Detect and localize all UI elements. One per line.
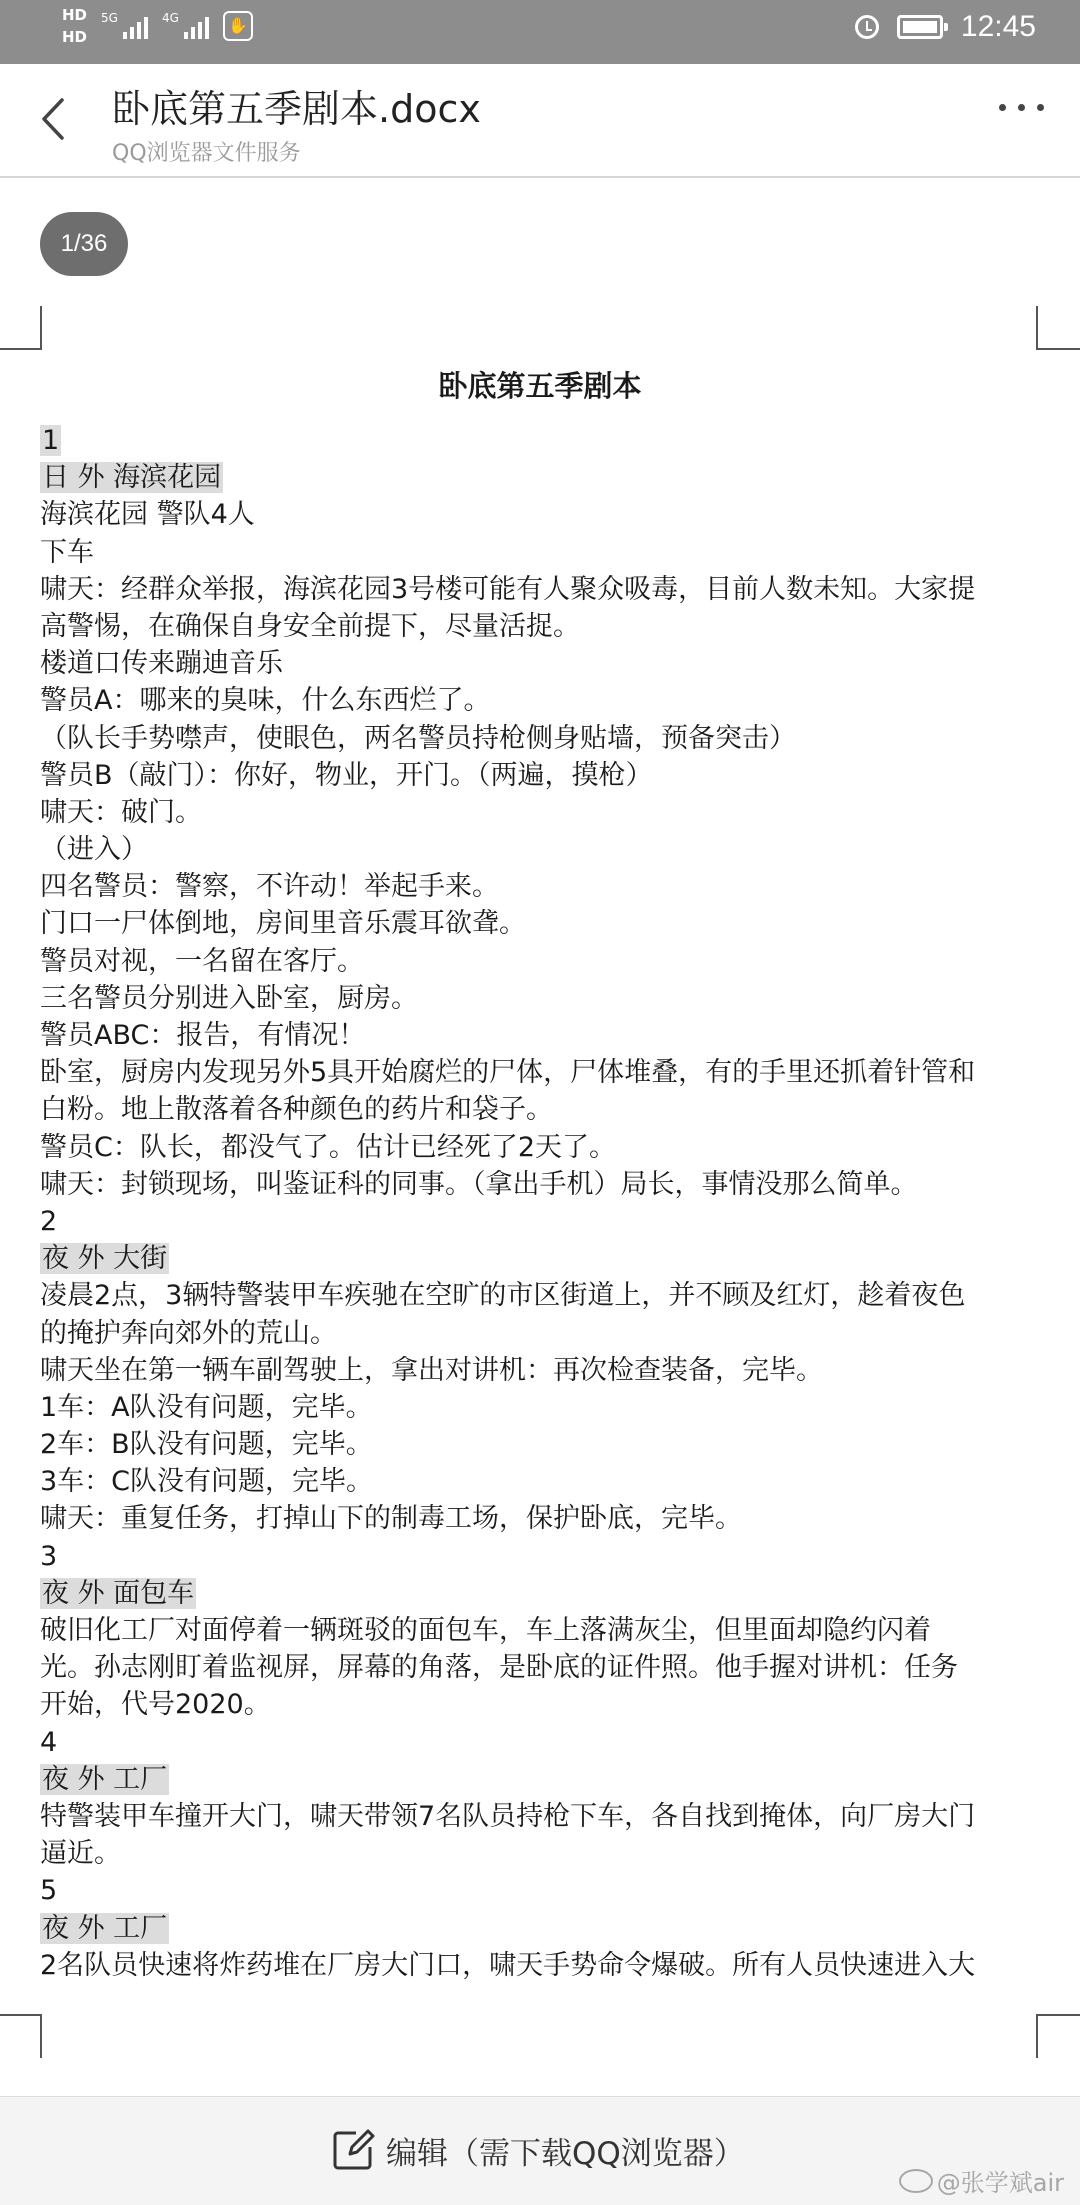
document-line-text: 啸天坐在第一辆车副驾驶上，拿出对讲机：再次检查装备，完毕。 bbox=[40, 1354, 823, 1386]
document-line-text: 的掩护奔向郊外的荒山。 bbox=[40, 1317, 337, 1349]
more-options-button[interactable] bbox=[999, 104, 1044, 111]
watermark-text: @张学斌air bbox=[936, 2169, 1064, 2197]
document-line-text: 光。孙志刚盯着监视屏，屏幕的角落，是卧底的证件照。他手握对讲机：任务 bbox=[40, 1652, 958, 1684]
document-line-text: （队长手势噤声，使眼色，两名警员持枪侧身贴墙，预备突击） bbox=[40, 722, 796, 754]
signal-5g-label: 5G bbox=[101, 11, 118, 25]
document-line-text: 开始，代号2020。 bbox=[40, 1689, 271, 1721]
back-arrow-icon bbox=[34, 94, 78, 144]
document-line-text: 夜 外 工厂 bbox=[42, 1912, 168, 1944]
signal-5g-icon bbox=[101, 13, 148, 39]
document-line-text: 白粉。地上散落着各种颜色的药片和袋子。 bbox=[40, 1094, 553, 1126]
back-button[interactable] bbox=[34, 94, 78, 144]
document-line-text: 2车：B队没有问题，完毕。 bbox=[40, 1429, 373, 1461]
document-line bbox=[40, 1872, 1040, 1909]
document-line bbox=[40, 682, 1040, 719]
document-line bbox=[40, 1612, 1040, 1649]
crop-mark-top-right bbox=[1036, 306, 1080, 350]
document-line-text: 5 bbox=[40, 1875, 58, 1907]
document-line bbox=[40, 1686, 1040, 1723]
document-line bbox=[40, 1017, 1040, 1054]
scene-heading-line bbox=[40, 459, 1040, 496]
file-subtitle: QQ浏览器文件服务 bbox=[112, 141, 301, 166]
document-line bbox=[40, 1649, 1040, 1686]
more-dot-icon bbox=[1018, 104, 1025, 111]
app-header bbox=[0, 64, 1080, 178]
document-line-text: 1 bbox=[42, 425, 60, 456]
document-line bbox=[40, 1500, 1040, 1537]
document-line bbox=[40, 1798, 1040, 1835]
battery-icon bbox=[897, 15, 943, 39]
hand-gesture-icon: ✋ bbox=[223, 11, 253, 41]
document-line-text: 破旧化工厂对面停着一辆斑驳的面包车，车上落满灰尘，但里面却隐约闪着 bbox=[40, 1615, 931, 1646]
document-line-text: 2 bbox=[40, 1205, 58, 1237]
document-line-text: 四名警员：警察，不许动！举起手来。 bbox=[40, 871, 499, 903]
signal-4g-icon bbox=[162, 13, 209, 39]
document-line-text: 特警装甲车撞开大门，啸天带领7名队员持枪下车，各自找到掩体，向厂房大门 bbox=[40, 1800, 976, 1832]
document-line bbox=[40, 720, 1040, 757]
document-line bbox=[40, 1389, 1040, 1426]
document-line-text: 三名警员分别进入卧室，厨房。 bbox=[40, 982, 418, 1014]
bottom-bar bbox=[0, 2096, 1080, 2205]
scene-heading-line bbox=[40, 1240, 1040, 1277]
document-body[interactable] bbox=[40, 422, 1040, 1984]
scene-heading-line bbox=[40, 422, 1040, 459]
document-title: 卧底第五季剧本 bbox=[438, 369, 642, 403]
scene-heading-line bbox=[40, 1761, 1040, 1798]
document-line-text: 3 bbox=[40, 1540, 58, 1572]
document-line bbox=[40, 571, 1040, 608]
status-bar bbox=[0, 0, 1080, 64]
document-line bbox=[40, 1724, 1040, 1761]
document-line-text: 高警惕，在确保自身安全前提下，尽量活捉。 bbox=[40, 610, 580, 642]
document-line bbox=[40, 980, 1040, 1017]
document-line bbox=[40, 1538, 1040, 1575]
document-line-text: 啸天：重复任务，打掉山下的制毒工场，保护卧底，完毕。 bbox=[40, 1503, 742, 1535]
more-dot-icon bbox=[999, 104, 1006, 111]
document-line-text: 啸天：破门。 bbox=[40, 796, 202, 828]
document-line bbox=[40, 1203, 1040, 1240]
document-line-text: 啸天：经群众举报，海滨花园3号楼可能有人聚众吸毒，目前人数未知。大家提 bbox=[40, 573, 976, 605]
document-line bbox=[40, 608, 1040, 645]
document-line bbox=[40, 905, 1040, 942]
document-line bbox=[40, 794, 1040, 831]
document-line-text: 夜 外 工厂 bbox=[42, 1763, 168, 1795]
scene-heading-line bbox=[40, 1575, 1040, 1612]
document-line bbox=[40, 534, 1040, 571]
document-line-text: 逼近。 bbox=[40, 1838, 121, 1870]
document-line bbox=[40, 1835, 1040, 1872]
document-line bbox=[40, 868, 1040, 905]
hd-icon-1: HD bbox=[62, 6, 88, 24]
document-line bbox=[40, 831, 1040, 868]
edit-button[interactable] bbox=[330, 2127, 745, 2173]
document-line-text: 警员B（敲门）：你好，物业，开门。（两遍，摸枪） bbox=[40, 759, 653, 791]
signal-4g-label: 4G bbox=[162, 11, 179, 25]
document-line bbox=[40, 1091, 1040, 1128]
document-line bbox=[40, 1315, 1040, 1352]
document-line-text: 下车 bbox=[40, 536, 94, 568]
document-line-text: 1车：A队没有问题，完毕。 bbox=[40, 1391, 373, 1423]
document-line bbox=[40, 1277, 1040, 1314]
more-dot-icon bbox=[1037, 104, 1044, 111]
document-line-text: 卧室，厨房内发现另外5具开始腐烂的尸体，尸体堆叠，有的手里还抓着针管和 bbox=[40, 1057, 976, 1089]
document-line-text: （进入） bbox=[40, 834, 148, 866]
clock: 12:45 bbox=[960, 10, 1036, 43]
document-line-text: 夜 外 大街 bbox=[42, 1243, 168, 1275]
edit-icon bbox=[330, 2127, 376, 2173]
document-line bbox=[40, 1054, 1040, 1091]
status-left bbox=[62, 6, 253, 46]
document-line-text: 2名队员快速将炸药堆在厂房大门口，啸天手势命令爆破。所有人员快速进入大 bbox=[40, 1949, 976, 1981]
document-line-text: 夜 外 面包车 bbox=[42, 1577, 195, 1609]
crop-mark-bottom-left bbox=[0, 2014, 42, 2058]
edit-label: 编辑（需下载QQ浏览器） bbox=[386, 2135, 745, 2172]
document-line bbox=[40, 1129, 1040, 1166]
weibo-logo-icon bbox=[899, 2169, 933, 2193]
file-title: 卧底第五季剧本.docx bbox=[112, 87, 481, 131]
document-line-text: 啸天：封锁现场，叫鉴证科的同事。（拿出手机）局长，事情没那么简单。 bbox=[40, 1168, 918, 1200]
document-line bbox=[40, 1947, 1040, 1984]
document-line-text: 3车：C队没有问题，完毕。 bbox=[40, 1466, 374, 1498]
document-line-text: 楼道口传来蹦迪音乐 bbox=[40, 648, 283, 680]
document-line-text: 门口一尸体倒地，房间里音乐震耳欲聋。 bbox=[40, 908, 526, 940]
document-line bbox=[40, 1463, 1040, 1500]
document-line-text: 警员C：队长，都没气了。估计已经死了2天了。 bbox=[40, 1131, 617, 1163]
status-right bbox=[855, 10, 1036, 44]
document-line-text: 警员ABC：报告，有情况！ bbox=[40, 1020, 366, 1051]
document-line bbox=[40, 1352, 1040, 1389]
crop-mark-bottom-right bbox=[1036, 2014, 1080, 2058]
document-line bbox=[40, 757, 1040, 794]
document-line bbox=[40, 943, 1040, 980]
weibo-watermark bbox=[899, 2163, 1064, 2198]
document-line bbox=[40, 645, 1040, 682]
document-line bbox=[40, 496, 1040, 533]
document-line-text: 凌晨2点，3辆特警装甲车疾驰在空旷的市区街道上，并不顾及红灯，趁着夜色 bbox=[40, 1280, 966, 1312]
document-line-text: 警员A：哪来的臭味，什么东西烂了。 bbox=[40, 685, 491, 717]
hd-icon-2: HD bbox=[62, 28, 88, 46]
document-line bbox=[40, 1166, 1040, 1203]
document-line bbox=[40, 1426, 1040, 1463]
crop-mark-top-left bbox=[0, 306, 42, 350]
alarm-icon bbox=[855, 15, 879, 39]
scene-heading-line bbox=[40, 1910, 1040, 1947]
document-line-text: 4 bbox=[40, 1726, 58, 1758]
document-line-text: 警员对视，一名留在客厅。 bbox=[40, 945, 364, 977]
document-line-text: 海滨花园 警队4人 bbox=[40, 499, 255, 531]
hd-indicators bbox=[62, 6, 87, 46]
page-indicator: 1/36 bbox=[40, 212, 128, 276]
document-line-text: 日 外 海滨花园 bbox=[42, 462, 222, 494]
